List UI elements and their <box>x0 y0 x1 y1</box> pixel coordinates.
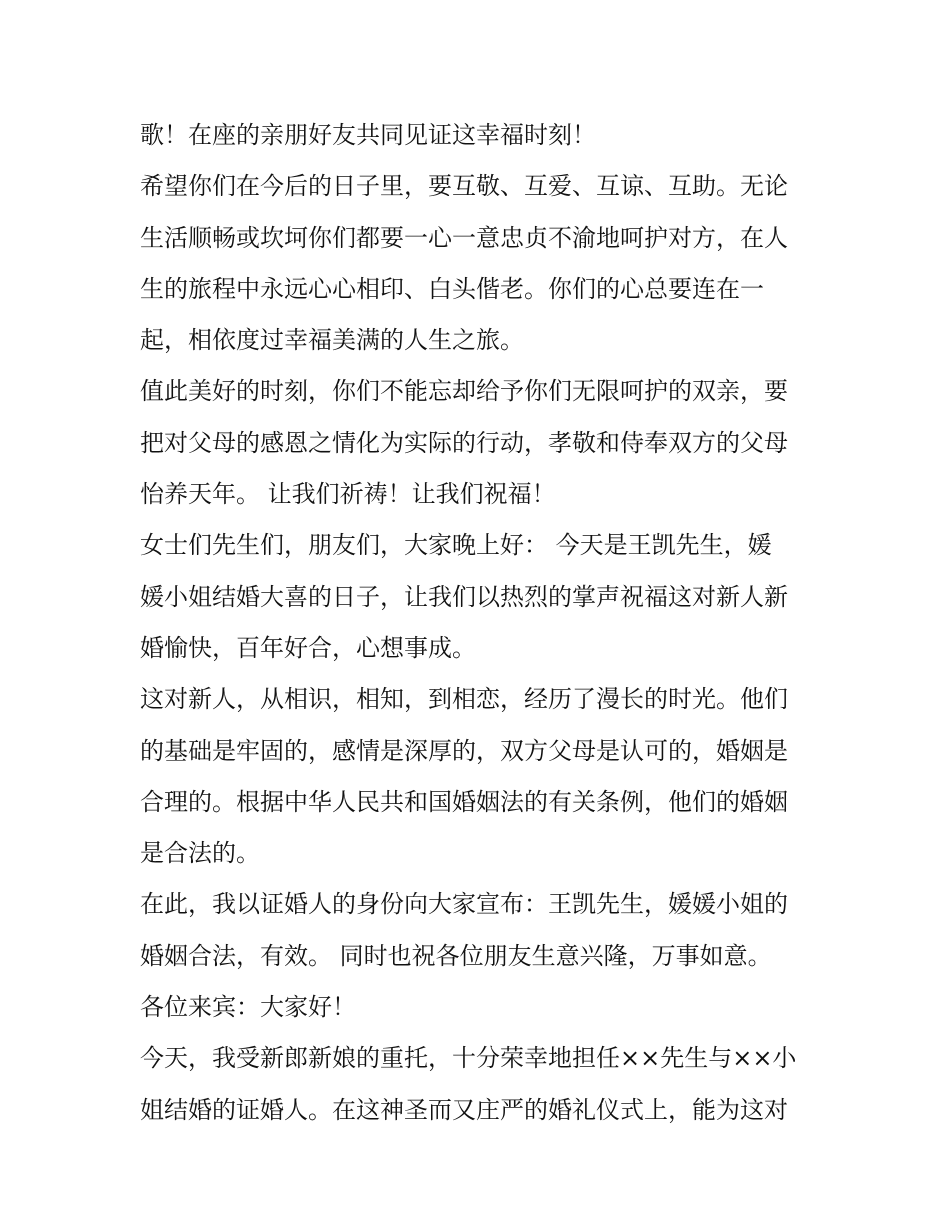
text-line: 婚愉快，百年好合，心想事成。 <box>140 633 476 662</box>
text-line: 媛小姐结婚大喜的日子，让我们以热烈的掌声祝福这对新人新 <box>140 582 788 611</box>
document-body <box>140 110 820 1136</box>
text-line: 怡养天年。 让我们祈祷！让我们祝福！ <box>140 480 556 509</box>
text-line: 生的旅程中永远心心相印、白头偕老。你们的心总要连在一 <box>140 274 764 303</box>
text-line: 今天，我受新郎新娘的重托，十分荣幸地担任××先生与××小 <box>140 1044 797 1073</box>
text-line: 的基础是牢固的，感情是深厚的，双方父母是认可的，婚姻是 <box>140 736 788 765</box>
text-line: 希望你们在今后的日子里，要互敬、互爱、互谅、互助。无论 <box>140 172 788 201</box>
text-line: 合理的。根据中华人民共和国婚姻法的有关条例，他们的婚姻 <box>140 787 788 816</box>
text-line: 姐结婚的证婚人。在这神圣而又庄严的婚礼仪式上，能为这对 <box>140 1095 788 1124</box>
text-line: 歌！在座的亲朋好友共同见证这幸福时刻！ <box>140 121 596 149</box>
text-line: 是合法的。 <box>140 839 260 868</box>
text-line: 这对新人，从相识，相知，到相恋，经历了漫长的时光。他们 <box>140 685 788 714</box>
text-line: 在此，我以证婚人的身份向大家宣布：王凯先生，媛媛小姐的 <box>140 890 788 919</box>
text-line: 起，相依度过幸福美满的人生之旅。 <box>140 326 524 355</box>
text-line: 各位来宾：大家好！ <box>140 993 356 1022</box>
text-line: 把对父母的感恩之情化为实际的行动，孝敬和侍奉双方的父母 <box>140 428 788 457</box>
text-line: 婚姻合法，有效。 同时也祝各位朋友生意兴隆，万事如意。 <box>140 941 772 970</box>
text-line: 女士们先生们，朋友们，大家晚上好： 今天是王凯先生，媛 <box>140 531 772 560</box>
text-line: 生活顺畅或坎坷你们都要一心一意忠贞不渝地呵护对方，在人 <box>140 223 788 252</box>
text-line: 值此美好的时刻，你们不能忘却给予你们无限呵护的双亲，要 <box>140 377 788 406</box>
